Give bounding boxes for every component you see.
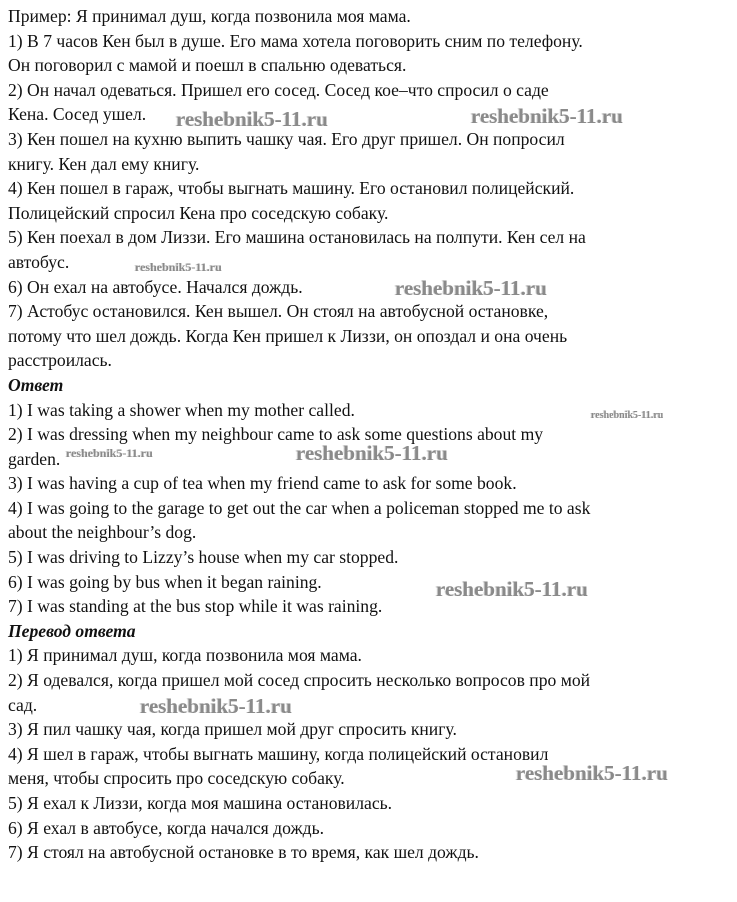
watermark: reshebnik5-11.ru — [296, 441, 448, 465]
task-line: книгу. Кен дал ему книгу. — [8, 153, 200, 174]
task-section — [8, 29, 730, 373]
translation-heading: Перевод ответа — [8, 620, 136, 641]
answer-section — [8, 398, 730, 619]
translation-line: 5) Я ехал к Лиззи, когда моя машина остановилась. — [8, 793, 393, 813]
watermark: reshebnik5-11.ru — [395, 276, 547, 300]
translation-line: 4) Я шел в гараж, чтобы выгнать машину, когда полицейский остановил — [8, 743, 549, 764]
answer-line: 5) I was driving to Lizzy’s house when my car stopped. — [8, 547, 399, 568]
translation-line: меня, чтобы спросить про соседскую собаку. — [8, 768, 345, 789]
watermark: reshebnik5-11.ru — [471, 104, 623, 128]
watermark: reshebnik5-11.ru — [140, 694, 292, 718]
task-line: 1) В 7 часов Кен был в душе. Его мама хотела поговорить сним по телефону. — [8, 30, 583, 51]
task-line: Кена. Сосед ушел. — [8, 104, 147, 125]
task-line: 7) Астобус остановился. Кен вышел. Он стоял на автобусной остановке, — [8, 301, 549, 322]
translation-line: 6) Я ехал в автобусе, когда начался дождь. — [8, 817, 325, 838]
task-line: 6) Он ехал на автобусе. Начался дождь. — [8, 276, 303, 297]
task-line: 4) Кен пошел в гараж, чтобы выгнать машину. Его остановил полицейский. — [8, 178, 575, 199]
task-line: автобус. — [8, 251, 70, 272]
watermark: reshebnik5-11.ru — [516, 761, 668, 785]
translation-line: 1) Я принимал душ, когда позвонила моя мама. — [8, 645, 362, 666]
answer-line: 2) I was dressing when my neighbour came to ask some questions about my — [8, 424, 544, 445]
answer-line: 4) I was going to the garage to get out the car when a policeman stopped me to ask — [8, 497, 591, 518]
answer-line: 3) I was having a cup of tea when my friend came to ask for some book. — [8, 473, 517, 494]
task-line: Он поговорил с мамой и поешл в спальню одеваться. — [8, 55, 407, 76]
answer-line: garden. — [8, 448, 61, 469]
watermark: reshebnik5-11.ru — [436, 577, 588, 601]
example-line: Пример: Я принимал душ, когда позвонила моя мама. — [8, 6, 411, 26]
translation-line: 2) Я одевался, когда пришел мой сосед спросить несколько вопросов про мой — [8, 670, 591, 691]
task-line: потому что шел дождь. Когда Кен пришел к Лиззи, он опоздал и она очень — [8, 325, 568, 346]
watermark: reshebnik5-11.ru — [176, 107, 328, 131]
answer-line: 7) I was standing at the bus stop while it was raining. — [8, 596, 383, 617]
task-line: 3) Кен пошел на кухню выпить чашку чая. Его друг пришел. Он попросил — [8, 128, 565, 149]
translation-line: сад. — [8, 694, 38, 715]
task-line: Полицейский спросил Кена про соседскую собаку. — [8, 202, 389, 223]
task-line: 5) Кен поехал в дом Лиззи. Его машина остановилась на полпути. Кен сел на — [8, 227, 586, 248]
watermark: reshebnik5-11.ru — [66, 446, 153, 460]
translation-line: 7) Я стоял на автобусной остановке в то время, как шел дождь. — [8, 842, 479, 863]
document-body — [8, 4, 730, 865]
answer-line: about the neighbour’s dog. — [8, 522, 197, 543]
task-line: 2) Он начал одеваться. Пришел его сосед. Сосед кое–что спросил о саде — [8, 79, 549, 100]
translation-section — [8, 643, 730, 864]
answer-line: 1) I was taking a shower when my mother called. — [8, 399, 355, 420]
watermark: reshebnik5-11.ru — [135, 260, 222, 274]
answer-line: 6) I was going by bus when it began raining. — [8, 571, 322, 592]
watermark: reshebnik5-11.ru — [591, 410, 664, 421]
answer-heading: Ответ — [8, 374, 64, 395]
task-line: расстроилась. — [8, 350, 112, 371]
translation-line: 3) Я пил чашку чая, когда пришел мой друг спросить книгу. — [8, 719, 457, 740]
